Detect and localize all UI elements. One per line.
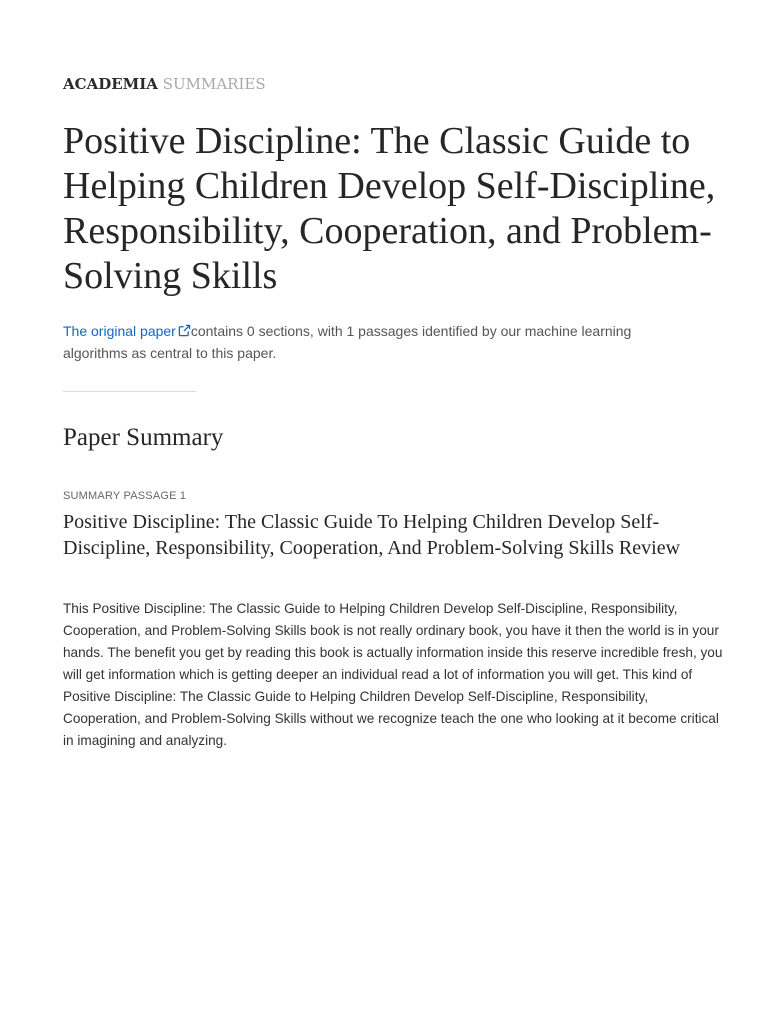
paper-summary-heading: Paper Summary xyxy=(63,424,224,451)
paper-intro xyxy=(63,320,683,364)
summary-passage-body: This Positive Discipline: The Classic Guide to Helping Children Develop Self-Discipline, Responsibility, Cooperation, and Problem-Solving Skills book is not really ordinary book, you have it then the world is in your hands. The benefit you get by reading this book is actually information inside this reserve incredible fresh, you will get information which is getting deeper an individual read a lot of information you will get. This kind of Positive Discipline: The Classic Guide to Helping Children Develop Self-Discipline, Responsibility, Cooperation, and Problem-Solving Skills without we recognize teach the one who looking at it become critical in imagining and analyzing. xyxy=(63,601,723,748)
section-divider xyxy=(63,391,196,392)
page-title: Positive Discipline: The Classic Guide to Helping Children Develop Self-Discipline, Responsibility, Cooperation, and Problem-Solving Skills xyxy=(63,120,716,297)
summary-passage-title: Positive Discipline: The Classic Guide To Helping Children Develop Self-Discipline, Responsibility, Cooperation, And Problem-Solving Skills Review xyxy=(63,511,681,559)
logo-summaries: SUMMARIES xyxy=(162,75,266,93)
external-link-icon xyxy=(178,324,191,337)
original-paper-link[interactable] xyxy=(63,323,191,339)
original-paper-link-label: The original paper xyxy=(63,323,176,339)
site-logo[interactable] xyxy=(63,75,266,93)
logo-academia: ACADEMIA xyxy=(63,75,158,93)
summary-passage-label: SUMMARY PASSAGE 1 xyxy=(63,490,187,502)
intro-text: contains 0 sections, with 1 passages identified by our machine learning algorithms as central to this paper. xyxy=(63,323,632,361)
